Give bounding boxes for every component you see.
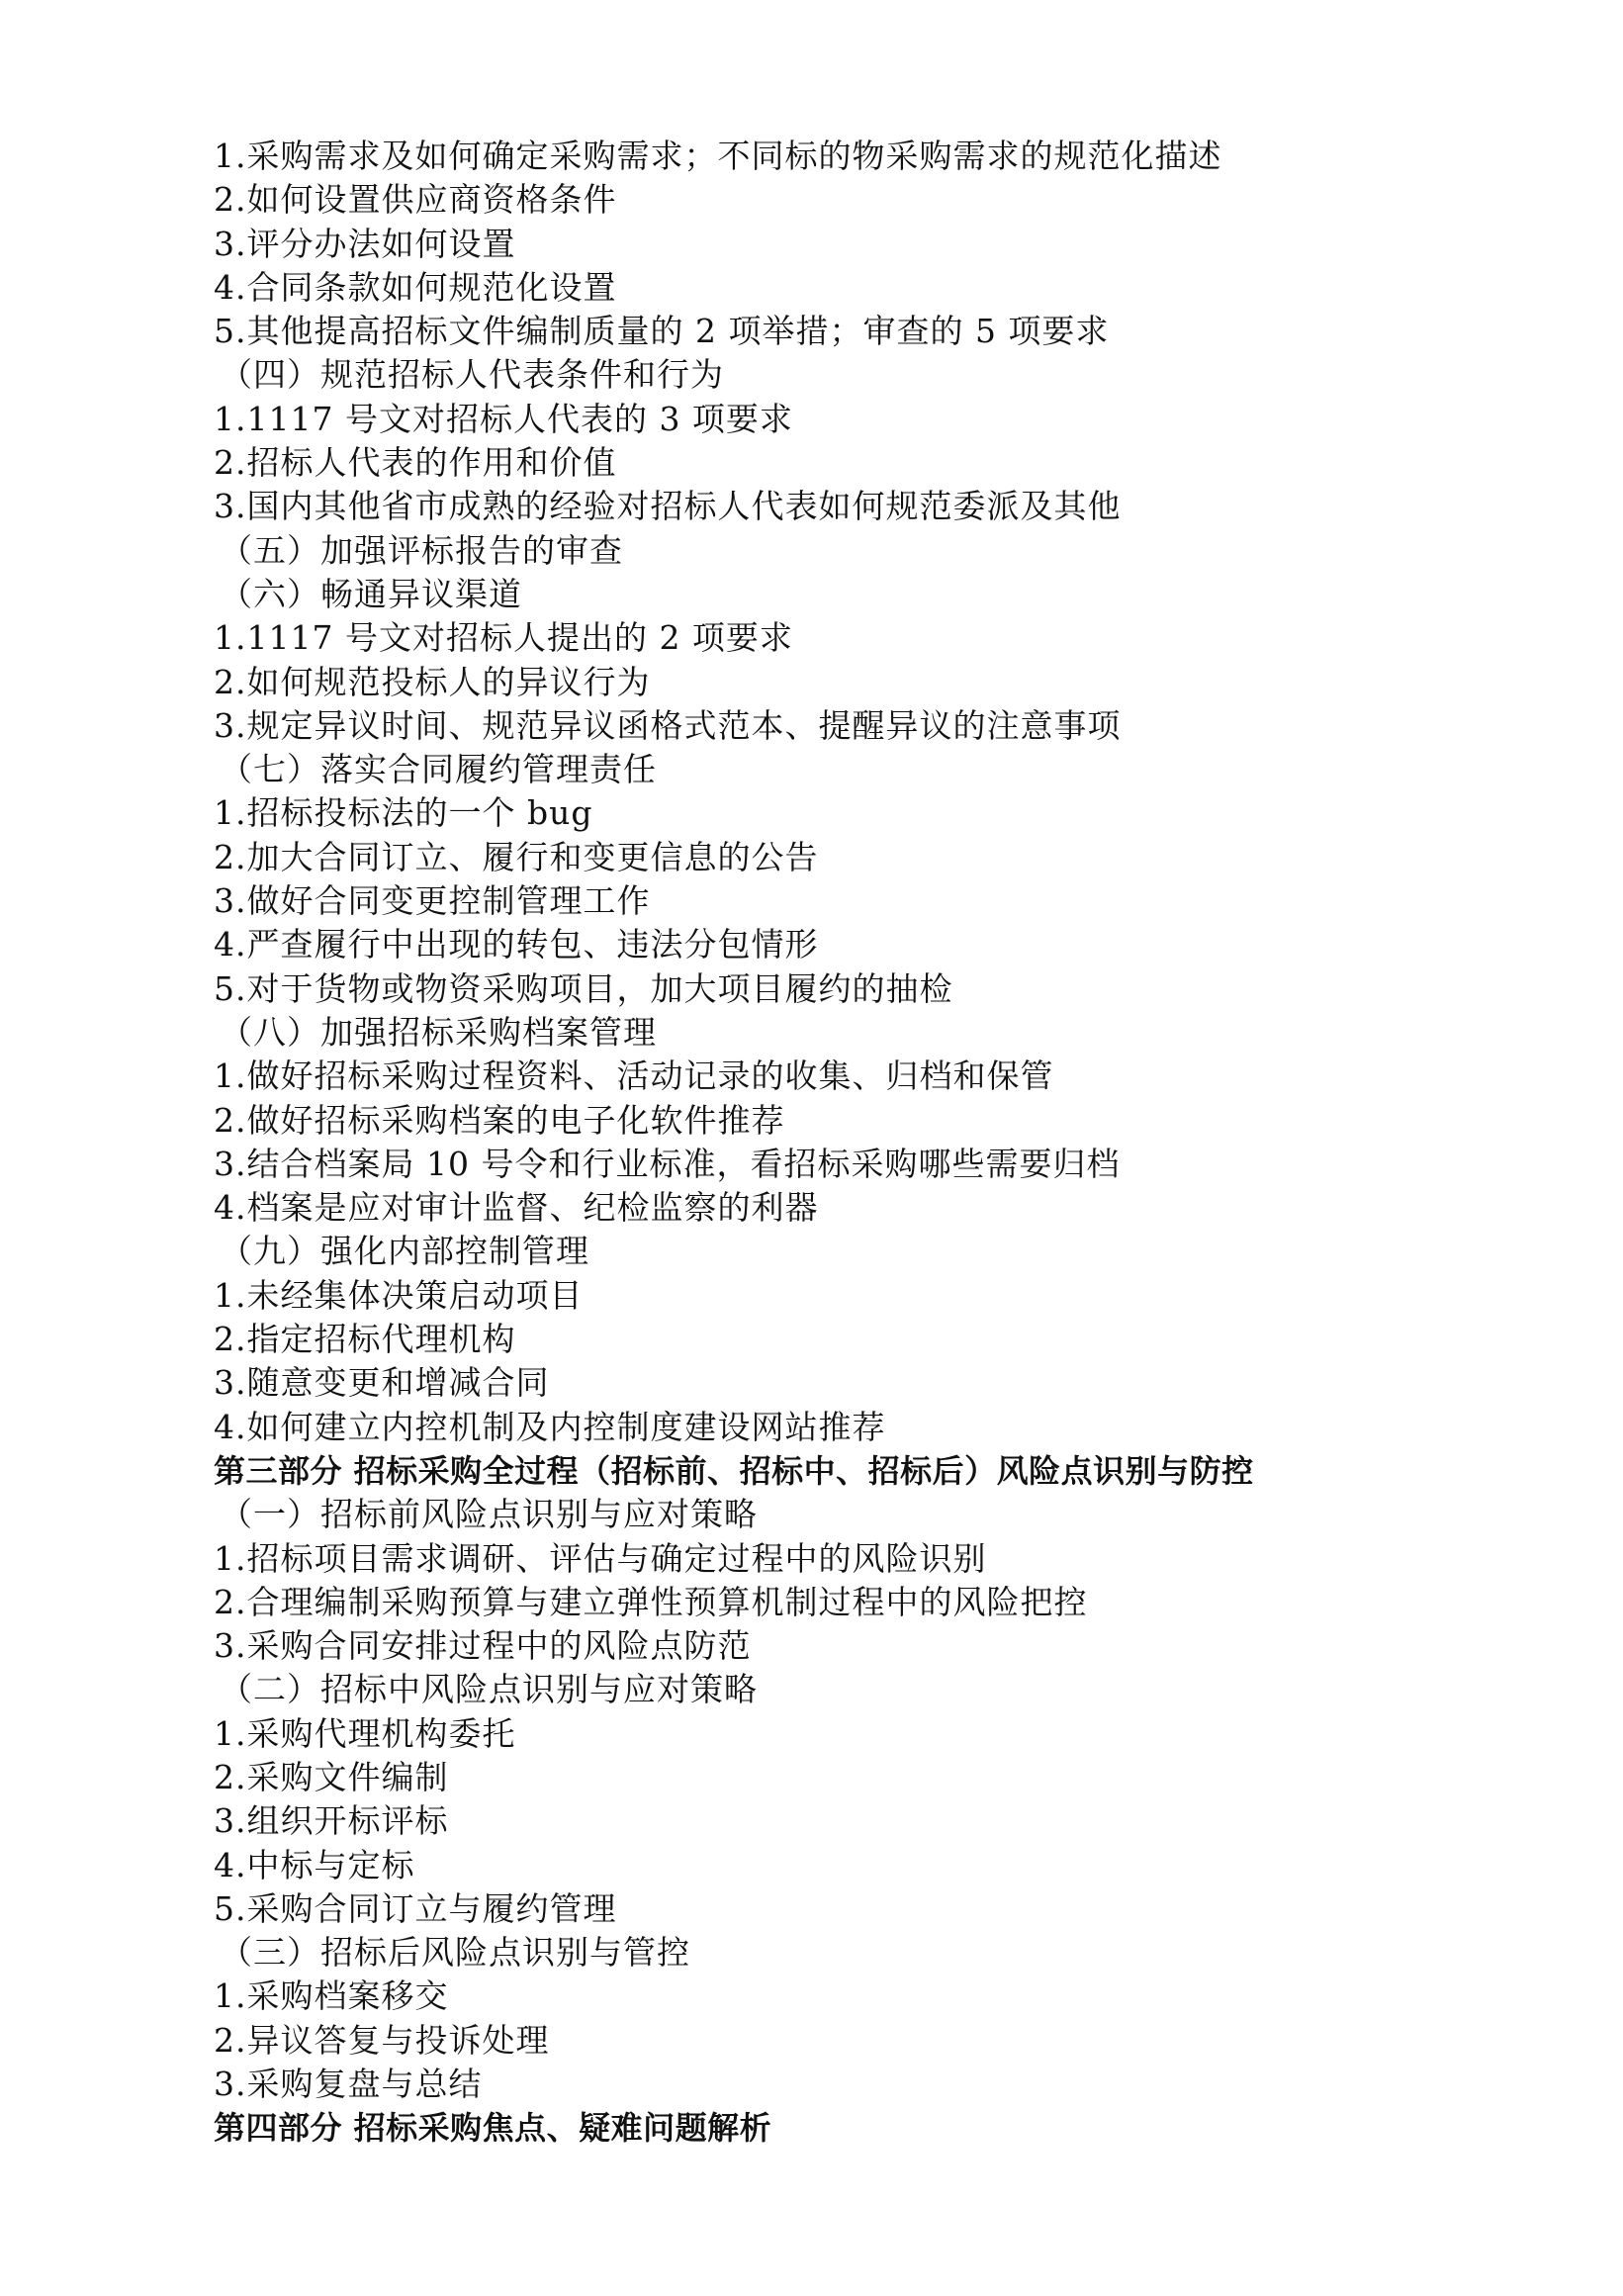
list-item: 1.招标项目需求调研、评估与确定过程中的风险识别: [214, 1538, 987, 1578]
list-item: 2.指定招标代理机构: [214, 1320, 516, 1359]
list-item: 2.异议答复与投诉处理: [214, 2020, 550, 2060]
subsection-heading: （五）加强评标报告的审查: [220, 530, 623, 570]
list-item: 1.招标投标法的一个 bug: [214, 793, 593, 833]
section-heading: 第四部分 招标采购焦点、疑难问题解析: [214, 2109, 772, 2148]
list-item: 1.采购档案移交: [214, 1976, 449, 2016]
list-item: 5.对于货物或物资采购项目，加大项目履约的抽检: [214, 968, 953, 1008]
list-item: 2.加大合同订立、履行和变更信息的公告: [214, 837, 819, 876]
list-item: 4.如何建立内控机制及内控制度建设网站推荐: [214, 1407, 886, 1446]
list-item: 5.采购合同订立与履约管理: [214, 1888, 617, 1928]
subsection-heading: （三）招标后风险点识别与管控: [220, 1933, 690, 1973]
subsection-heading: （七）落实合同履约管理责任: [220, 750, 657, 789]
list-item: 3.国内其他省市成熟的经验对招标人代表如何规范委派及其他: [214, 487, 1122, 526]
section-heading: 第三部分 招标采购全过程（招标前、招标中、招标后）风险点识别与防控: [214, 1451, 1254, 1490]
list-item: 1.未经集体决策启动项目: [214, 1275, 584, 1315]
list-item: 3.采购合同安排过程中的风险点防范: [214, 1626, 752, 1666]
document-body: [214, 135, 1539, 2151]
list-item: 4.档案是应对审计监督、纪检监察的利器: [214, 1188, 819, 1228]
subsection-heading: （二）招标中风险点识别与应对策略: [220, 1670, 758, 1709]
list-item: 3.评分办法如何设置: [214, 224, 516, 263]
list-item: 2.合理编制采购预算与建立弹性预算机制过程中的风险把控: [214, 1582, 1088, 1621]
list-item: 3.规定异议时间、规范异议函格式范本、提醒异议的注意事项: [214, 705, 1122, 745]
list-item: 2.做好招标采购档案的电子化软件推荐: [214, 1100, 785, 1140]
list-item: 3.做好合同变更控制管理工作: [214, 881, 651, 921]
list-item: 3.采购复盘与总结: [214, 2065, 483, 2104]
list-item: 4.合同条款如何规范化设置: [214, 267, 617, 307]
list-item: 4.严查履行中出现的转包、违法分包情形: [214, 925, 819, 964]
subsection-heading: （四）规范招标人代表条件和行为: [220, 355, 724, 395]
list-item: 3.随意变更和增减合同: [214, 1363, 550, 1403]
subsection-heading: （八）加强招标采购档案管理: [220, 1012, 657, 1052]
list-item: 3.组织开标评标: [214, 1801, 449, 1841]
list-item: 2.招标人代表的作用和价值: [214, 443, 617, 483]
list-item: 5.其他提高招标文件编制质量的 2 项举措；审查的 5 项要求: [214, 312, 1110, 351]
list-item: 4.中标与定标: [214, 1845, 415, 1884]
list-item: 1.1117 号文对招标人提出的 2 项要求: [214, 618, 793, 658]
subsection-heading: （六）畅通异议渠道: [220, 574, 522, 613]
list-item: 1.做好招标采购过程资料、活动记录的收集、归档和保管: [214, 1056, 1054, 1096]
list-item: 3.结合档案局 10 号令和行业标准，看招标采购哪些需要归档: [214, 1144, 1121, 1183]
list-item: 2.如何规范投标人的异议行为: [214, 662, 651, 701]
list-item: 1.采购需求及如何确定采购需求；不同标的物采购需求的规范化描述: [214, 137, 1222, 175]
list-item: 1.1117 号文对招标人代表的 3 项要求: [214, 399, 793, 438]
subsection-heading: （九）强化内部控制管理: [220, 1232, 589, 1271]
list-item: 2.采购文件编制: [214, 1757, 449, 1796]
list-item: 2.如何设置供应商资格条件: [214, 180, 617, 220]
subsection-heading: （一）招标前风险点识别与应对策略: [220, 1495, 758, 1534]
list-item: 1.采购代理机构委托: [214, 1713, 516, 1753]
